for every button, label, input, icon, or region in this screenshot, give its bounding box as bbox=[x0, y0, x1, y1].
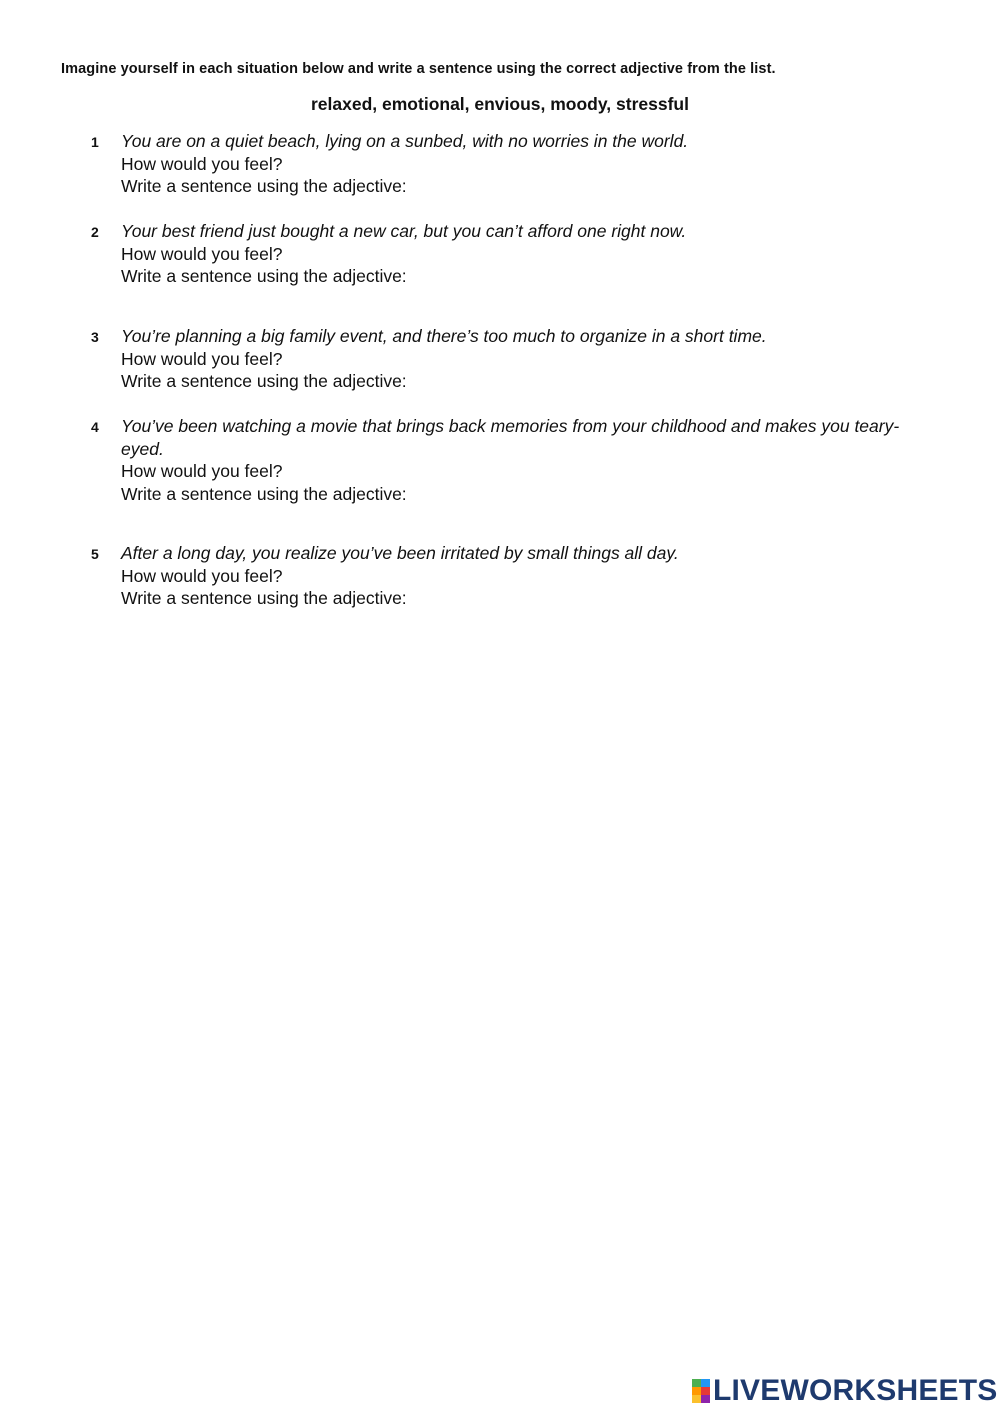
logo-tile bbox=[701, 1379, 710, 1387]
sentence-task: Write a sentence using the adjective: bbox=[121, 266, 407, 286]
adjective-word-list: relaxed, emotional, envious, moody, stressful bbox=[311, 94, 689, 114]
feeling-prompt: How would you feel? bbox=[121, 348, 283, 369]
feeling-prompt: How would you feel? bbox=[121, 565, 283, 586]
liveworksheets-logo bbox=[692, 1375, 998, 1407]
sentence-task: Write a sentence using the adjective: bbox=[121, 483, 407, 504]
question-number: 4 bbox=[91, 419, 99, 435]
sentence-task: Write a sentence using the adjective: bbox=[121, 588, 407, 608]
sentence-task: Write a sentence using the adjective: bbox=[121, 176, 407, 196]
logo-tile bbox=[692, 1395, 701, 1403]
logo-tile bbox=[701, 1395, 710, 1403]
situation-text: You’ve been watching a movie that brings back memories from your childhood and makes you teary-eyed. bbox=[121, 416, 900, 459]
question-number: 2 bbox=[91, 224, 99, 240]
question-number: 1 bbox=[91, 134, 99, 150]
situation-text: After a long day, you realize you’ve been irritated by small things all day. bbox=[121, 543, 679, 563]
logo-tile bbox=[692, 1387, 701, 1395]
question-number: 5 bbox=[91, 546, 99, 562]
liveworksheets-logo-icon bbox=[692, 1379, 710, 1403]
logo-tile bbox=[701, 1387, 710, 1395]
logo-tile bbox=[692, 1379, 701, 1387]
sentence-task: Write a sentence using the adjective: bbox=[121, 371, 407, 391]
situation-text: Your best friend just bought a new car, but you can’t afford one right now. bbox=[121, 221, 687, 241]
situation-text: You are on a quiet beach, lying on a sunbed, with no worries in the world. bbox=[121, 131, 689, 151]
instruction-text: Imagine yourself in each situation below and write a sentence using the correct adjective from the list. bbox=[61, 61, 776, 77]
liveworksheets-logo-text: LIVEWORKSHEETS bbox=[713, 1374, 998, 1407]
feeling-prompt: How would you feel? bbox=[121, 243, 283, 264]
situation-text: You’re planning a big family event, and there’s too much to organize in a short time. bbox=[121, 326, 767, 346]
feeling-prompt: How would you feel? bbox=[121, 461, 283, 481]
feeling-prompt: How would you feel? bbox=[121, 153, 283, 174]
question-number: 3 bbox=[91, 329, 99, 345]
